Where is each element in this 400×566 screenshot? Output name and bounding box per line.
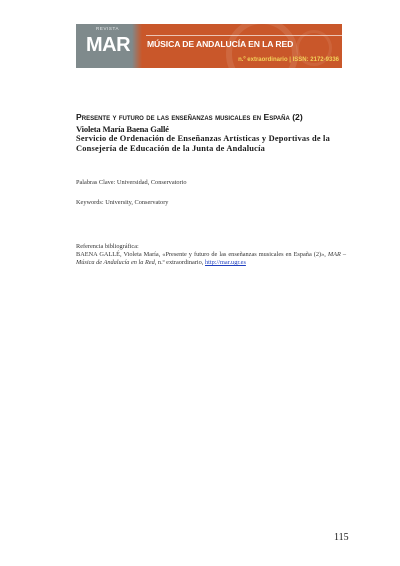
banner-divider [146,35,342,36]
reference-journal: MAR – Música de Andalucía en la Red [76,251,346,267]
reference-rest: , n.º extraordinario, [154,259,205,267]
reference-line: BAENA GALLÉ, Violeta María, «Presente y futuro de las enseñanzas musicales en España (2)», [76,251,326,258]
article-title: Presente y futuro de las enseñanzas musicales en España (2) [76,112,303,122]
page-number: 115 [334,532,349,543]
banner-revista-label: REVISTA [96,26,120,31]
keywords-spanish: Palabras Clave: Universidad, Conservatorio [76,179,187,186]
journal-banner[interactable] [76,24,342,68]
reference-label: Referencia bibliográfica: [76,243,139,250]
keywords-english: Keywords: University, Conservatory [76,199,169,206]
banner-mar-logo: MAR [86,34,131,56]
article-author: Violeta María Baena Gallé [76,124,169,134]
banner-subtitle: MÚSICA DE ANDALUCÍA EN LA RED [147,39,294,49]
article-affiliation: Servicio de Ordenación de Enseñanzas Artísticas y Deportivas de la Consejería de Educación de la Junta de Andalucía [76,134,330,153]
reference-citation [76,251,346,268]
banner-issn: n.º extraordinario | ISSN: 2172-9336 [238,57,339,63]
reference-link[interactable]: http://mar.ugr.es [204,259,246,267]
